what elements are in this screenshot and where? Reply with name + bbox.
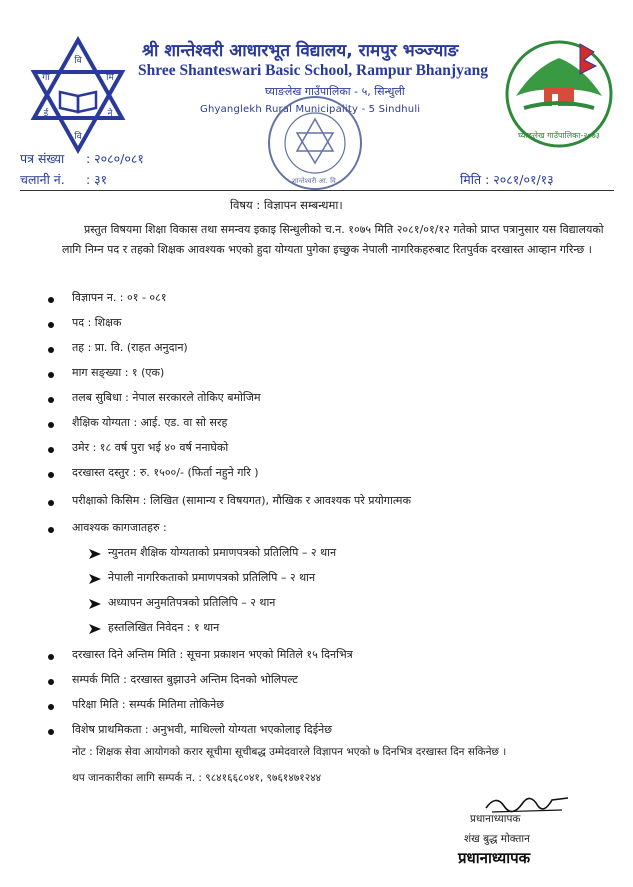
- bullet-dot: [48, 704, 54, 710]
- list-item: आवश्यक कागजातहरु :: [72, 521, 167, 534]
- header-divider: [20, 190, 614, 191]
- address-nepali: घ्याङलेख गाउँपालिका - ५, सिन्धुली: [265, 85, 405, 98]
- list-item: दरखास्त दस्तुर : रु. १५००/- (फिर्ता नहुने गरि ): [72, 466, 259, 479]
- bullet-dot: [48, 729, 54, 735]
- book-icon: [60, 92, 96, 112]
- patra-label: पत्र संख्या: [20, 151, 65, 166]
- list-item: उमेर : १८ वर्ष पुरा भई ४० वर्ष ननाघेको: [72, 441, 229, 454]
- bullet-dot: [48, 679, 54, 685]
- designation-stamp: प्रधानाध्यापक: [458, 849, 531, 867]
- contact-line: थप जानकारीका लागि सम्पर्क न. : ९८४१६६८०४१, ९७६१४७१२४४: [72, 772, 322, 784]
- logo-letter: ने: [107, 109, 113, 119]
- list-item: परीक्षाको किसिम : लिखित (सामान्य र विषयगत), मौखिक र आवश्यक परे प्रयोगात्मक: [72, 494, 411, 507]
- date-value: : २०८१/०१/१३: [485, 172, 554, 187]
- list-item: विज्ञापन न. : ०१ - ०८१: [72, 291, 167, 304]
- sub-list-item: हस्तलिखित निवेदन : १ थान: [108, 621, 220, 634]
- municipality-logo: [504, 38, 614, 150]
- chalani-label: चलानी नं.: [20, 172, 65, 187]
- bullet-dot: [48, 372, 54, 378]
- sub-list-item: न्युनतम शैक्षिक योग्यताको प्रमाणपत्रको प्रतिलिपि – २ थान: [108, 546, 337, 559]
- bullet-dot: [48, 397, 54, 403]
- bullet-dot: [48, 500, 54, 506]
- logo-letter: गा: [42, 73, 50, 83]
- arrow-bullet-icon: [88, 598, 102, 610]
- list-item: शैक्षिक योग्यता : आई. एड. वा सो सरह: [72, 416, 228, 429]
- date-line: [460, 171, 554, 188]
- signatory-name: शंख बुद्ध मोक्तान: [464, 833, 530, 845]
- bullet-dot: [48, 527, 54, 533]
- date-label: मिति: [460, 172, 482, 187]
- address-english: Ghyanglekh Rural Municipality - 5 Sindhuli: [200, 104, 421, 115]
- chalani-value: : ३१: [86, 172, 108, 187]
- bullet-dot: [48, 422, 54, 428]
- bullet-dot: [48, 297, 54, 303]
- logo-letter: मि: [106, 73, 114, 83]
- subject-line: विषय : विज्ञापन सम्बन्धमा।: [230, 198, 343, 212]
- list-item: पद : शिक्षक: [72, 316, 122, 329]
- school-name-english: Shree Shanteswari Basic School, Rampur Bhanjyang: [138, 62, 488, 79]
- bullet-dot: [48, 347, 54, 353]
- municipality-label: घ्याङलेख गाउँपालिका-२०७३: [518, 131, 600, 140]
- logo-letter: वि: [74, 132, 82, 142]
- list-item: परिक्षा मिति : सम्पर्क मितिमा तोकिनेछ: [72, 698, 224, 711]
- arrow-bullet-icon: [88, 573, 102, 585]
- logo-letter: वि: [74, 56, 82, 66]
- list-item: विशेष प्राथमिकता : अनुभवी, माथिल्लो योग्यता भएकोलाइ दिईनेछ: [72, 723, 332, 736]
- list-item: तह : प्रा. वि. (राहत अनुदान): [72, 341, 188, 354]
- patra-value: : २०८०/०८१: [86, 151, 144, 166]
- arrow-bullet-icon: [88, 548, 102, 560]
- note-text: नोट : शिक्षक सेवा आयोगको करार सूचीमा सूचीबद्ध उम्मेदवारले विज्ञापन भएको ७ दिनभित्र दरखास्त दिन सकिनेछ ।: [72, 746, 507, 758]
- arrow-bullet-icon: [88, 623, 102, 635]
- sub-list-item: अध्यापन अनुमतिपत्रको प्रतिलिपि – २ थान: [108, 596, 276, 609]
- signatory-title: प्रधानाध्यापक: [470, 813, 521, 825]
- school-name-nepali: श्री शान्तेश्वरी आधारभूत विद्यालय, रामपुर भञ्ज्याङ: [142, 41, 459, 61]
- logo-letter: ई: [43, 109, 49, 119]
- list-item: दरखास्त दिने अन्तिम मिति : सूचना प्रकाशन भएको मितिले १५ दिनभित्र: [72, 648, 353, 661]
- bullet-dot: [48, 447, 54, 453]
- bullet-dot: [48, 654, 54, 660]
- school-seal: [265, 93, 365, 193]
- list-item: माग सङ्ख्या : १ (एक): [72, 366, 165, 379]
- seal-text: शान्तेश्वरी आ. वि.: [291, 177, 339, 185]
- list-item: सम्पर्क मिति : दरखास्त बुझाउने अन्तिम दिनको भोलिपल्ट: [72, 673, 298, 686]
- intro-paragraph: प्रस्तुत विषयमा शिक्षा विकास तथा समन्वय इकाइ सिन्धुलीको च.न. १०७५ मिति २०८१/०१/१२ गतेको प्राप्त पत्रानुसार यस विद्यालयको लागि निम्न पद र तहको शिक्षक आवश्यक भएको हुदा योग्यता पुगेका इच्छुक नेपाली नागरिकहरुबाट रितपुर्वक दरखास्त आव्हान गरिन्छ ।: [62, 223, 604, 256]
- bullet-dot: [48, 322, 54, 328]
- bullet-dot: [48, 472, 54, 478]
- sub-list-item: नेपाली नागरिकताको प्रमाणपत्रको प्रतिलिपि – २ थान: [108, 571, 316, 584]
- school-logo: [26, 36, 130, 154]
- list-item: तलब सुबिधा : नेपाल सरकारले तोकिए बमोजिम: [72, 391, 261, 404]
